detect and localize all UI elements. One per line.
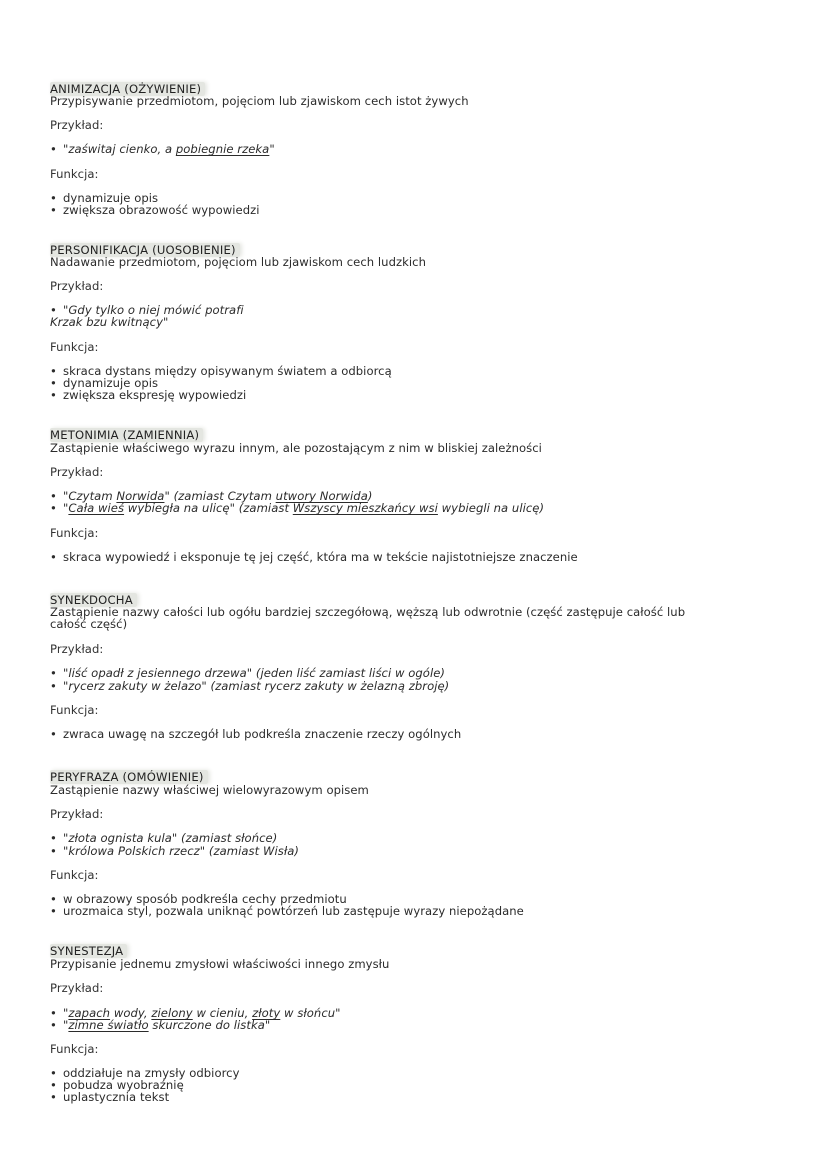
example-label: Przykład: — [50, 642, 104, 656]
example-item: • "Cała wieś wybiegła na ulicę" (zamiast Wszyscy mieszkańcy wsi wybiegli na ulicę) — [50, 502, 544, 514]
example-item: • "Gdy tylko o niej mówić potrafi — [50, 304, 244, 316]
function-item: • pobudza wyobraźnię — [50, 1079, 184, 1091]
example-label: Przykład: — [50, 981, 104, 995]
example-item: • "zimne światło skurczone do listka" — [50, 1019, 270, 1031]
section-definition: Nadawanie przedmiotom, pojęciom lub zjawiskom cech ludzkich — [50, 255, 426, 269]
example-label: Przykład: — [50, 807, 104, 821]
example-item: • "zapach wody, zielony w cieniu, złoty w słońcu" — [50, 1007, 341, 1019]
section-title: SYNEKDOCHA — [50, 594, 137, 606]
function-label: Funkcja: — [50, 526, 99, 540]
example-item: • "złota ognista kula" (zamiast słońce) — [50, 832, 277, 844]
function-item: • zwiększa obrazowość wypowiedzi — [50, 204, 260, 216]
section-title: PERYFRAZA (OMÓWIENIE) — [50, 771, 208, 783]
function-label: Funkcja: — [50, 868, 99, 882]
function-item: • oddziałuje na zmysły odbiorcy — [50, 1067, 240, 1079]
function-item: • urozmaica styl, pozwala uniknąć powtórzeń lub zastępuje wyrazy niepożądane — [50, 905, 524, 917]
example-item-continuation: Krzak bzu kwitnący" — [50, 315, 169, 329]
function-item: • uplastycznia tekst — [50, 1091, 169, 1103]
example-label: Przykład: — [50, 279, 104, 293]
function-item: • zwraca uwagę na szczegół lub podkreśla znaczenie rzeczy ogólnych — [50, 728, 461, 740]
function-item: • dynamizuje opis — [50, 192, 158, 204]
function-item: • skraca wypowiedź i eksponuje tę jej część, która ma w tekście najistotniejsze znaczenie — [50, 551, 578, 563]
section-definition: Zastąpienie właściwego wyrazu innym, ale pozostającym z nim w bliskiej zależności — [50, 441, 542, 455]
section-definition: Przypisanie jednemu zmysłowi właściwości innego zmysłu — [50, 957, 390, 971]
section-title: METONIMIA (ZAMIENNIA) — [50, 429, 203, 441]
example-item: • "rycerz zakuty w żelazo" (zamiast rycerz zakuty w żelazną zbroję) — [50, 680, 449, 692]
section-definition: Zastąpienie nazwy całości lub ogółu bardziej szczegółową, węższą lub odwrotnie (część zastępuje całość lub — [50, 605, 686, 619]
example-label: Przykład: — [50, 118, 104, 132]
section-definition-continuation: całość część) — [50, 617, 128, 631]
section-title: PERSONIFIKACJA (UOSOBIENIE) — [50, 244, 240, 256]
function-item: • skraca dystans między opisywanym światem a odbiorcą — [50, 365, 392, 377]
function-label: Funkcja: — [50, 340, 99, 354]
example-item: • "liść opadł z jesiennego drzewa" (jeden liść zamiast liści w ogóle) — [50, 667, 445, 679]
function-label: Funkcja: — [50, 1042, 99, 1056]
section-title: ANIMIZACJA (OŻYWIENIE) — [50, 83, 205, 95]
function-item: • zwiększa ekspresję wypowiedzi — [50, 389, 246, 401]
example-item: • "zaświtaj cienko, a pobiegnie rzeka" — [50, 143, 275, 155]
example-item: • "królowa Polskich rzecz" (zamiast Wisła) — [50, 845, 299, 857]
section-definition: Przypisywanie przedmiotom, pojęciom lub zjawiskom cech istot żywych — [50, 94, 469, 108]
section-title: SYNESTEZJA — [50, 945, 127, 957]
function-label: Funkcja: — [50, 703, 99, 717]
section-definition: Zastąpienie nazwy właściwej wielowyrazowym opisem — [50, 783, 369, 797]
function-item: • dynamizuje opis — [50, 377, 158, 389]
function-label: Funkcja: — [50, 167, 99, 181]
example-item: • "Czytam Norwida" (zamiast Czytam utwory Norwida) — [50, 490, 372, 502]
function-item: • w obrazowy sposób podkreśla cechy przedmiotu — [50, 893, 347, 905]
example-label: Przykład: — [50, 465, 104, 479]
